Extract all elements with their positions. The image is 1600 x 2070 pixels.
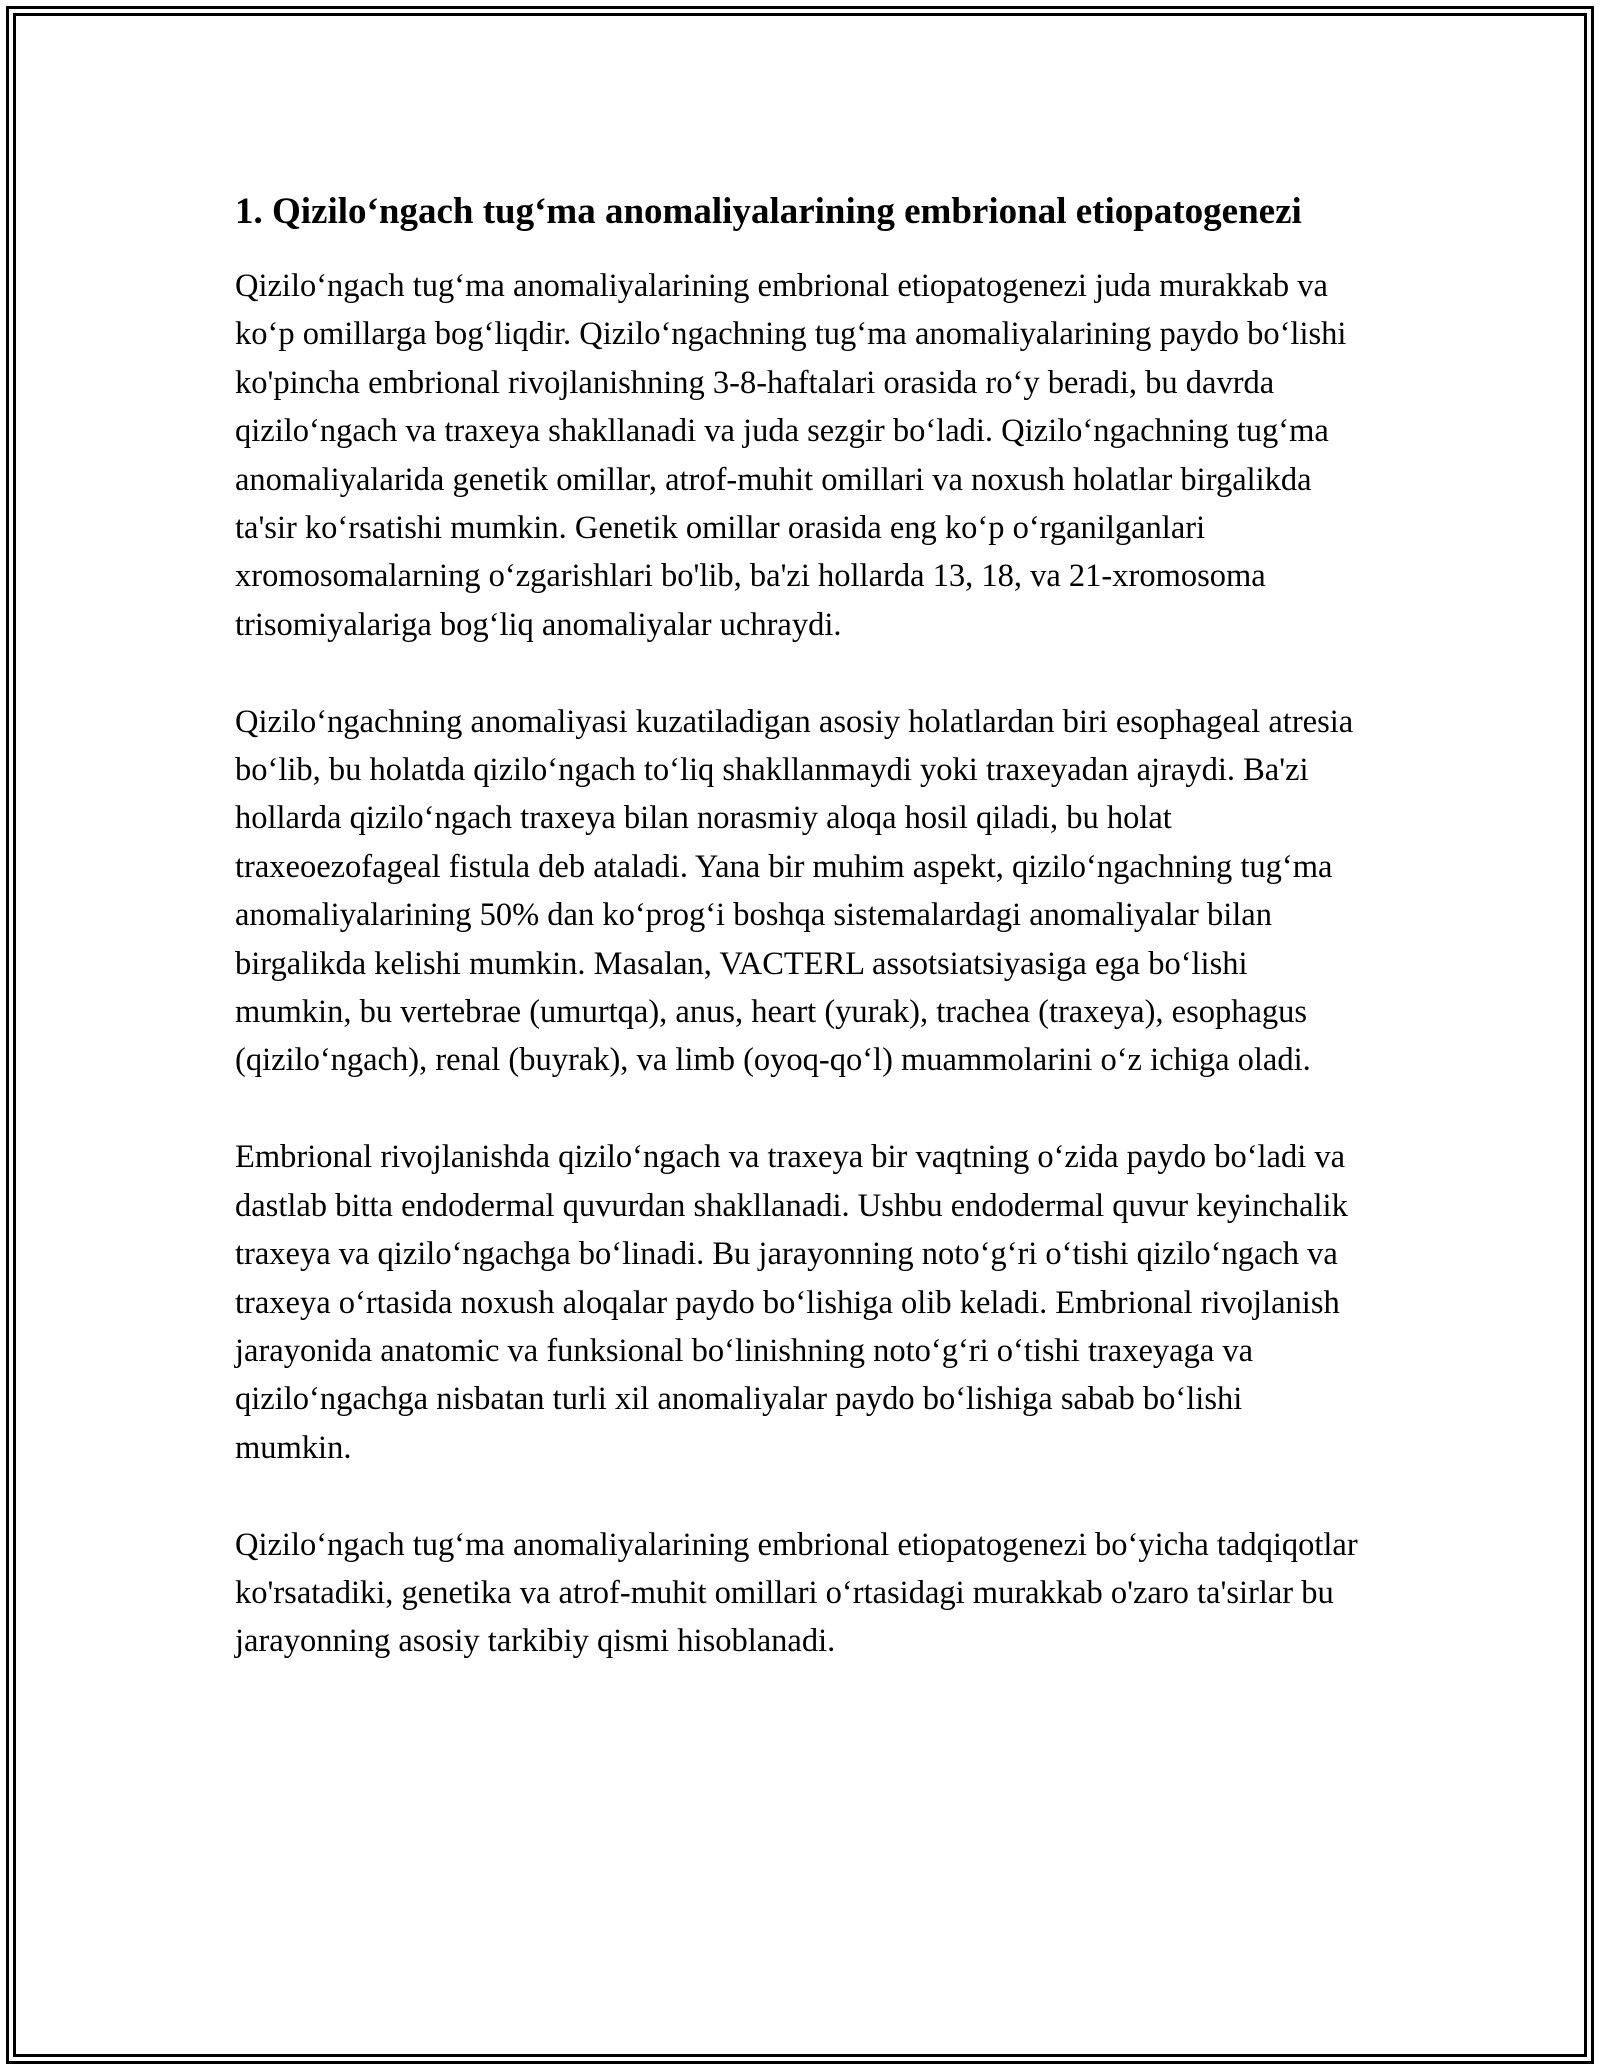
document-body bbox=[235, 184, 1365, 1714]
paragraph-3: Embrional rivojlanishda qizilo‘ngach va traxeya bir vaqtning o‘zida paydo bo‘ladi va dastlab bitta endodermal quvurdan shakllanadi. Ushbu endodermal quvur keyinchalik traxeya va qizilo‘ngachga bo‘linadi. Bu jarayonning noto‘g‘ri o‘tishi qizilo‘ngach va traxeya o‘rtasida noxush aloqalar paydo bo‘lishiga olib keladi. Embrional rivojlanish jarayonida anatomic va funksional bo‘linishning noto‘g‘ri o‘tishi traxeyaga va qizilo‘ngachga nisbatan turli xil anomaliyalar paydo bo‘lishiga sabab bo‘lishi mumkin. bbox=[235, 1139, 1348, 1466]
paragraph-1: Qizilo‘ngach tug‘ma anomaliyalarining embrional etiopatogenezi juda murakkab va ko‘p omillarga bog‘liqdir. Qizilo‘ngachning tug‘ma anomaliyalarining paydo bo‘lishi ko'pincha embrional rivojlanishning 3-8-haftalari orasida ro‘y beradi, bu davrda qizilo‘ngach va traxeya shakllanadi va juda sezgir bo‘ladi. Qizilo‘ngachning tug‘ma anomaliyalarida genetik omillar, atrof-muhit omillari va noxush holatlar birgalikda ta'sir ko‘rsatishi mumkin. Genetik omillar orasida eng ko‘p o‘rganilganlari xromosomalarning o‘zgarishlari bo'lib, ba'zi hollarda 13, 18, va 21-xromosoma trisomiyalariga bog‘liq anomaliyalar uchraydi. bbox=[235, 268, 1347, 643]
paragraph-2: Qizilo‘ngachning anomaliyasi kuzatiladigan asosiy holatlardan biri esophageal atresia bo‘lib, bu holatda qizilo‘ngach to‘liq shakllanmaydi yoki traxeyadan ajraydi. Ba'zi hollarda qizilo‘ngach traxeya bilan norasmiy aloqa hosil qiladi, bu holat traxeoezofageal fistula deb ataladi. Yana bir muhim aspekt, qizilo‘ngachning tug‘ma anomaliyalarining 50% dan ko‘prog‘i boshqa sistemalardagi anomaliyalar bilan birgalikda kelishi mumkin. Masalan, VACTERL assotsiatsiyasiga ega bo‘lishi mumkin, bu vertebrae (umurtqa), anus, heart (yurak), trachea (traxeya), esophagus (qizilo‘ngach), renal (buyrak), va limb (oyoq-qo‘l) muammolarini o‘z ichiga oladi. bbox=[235, 703, 1354, 1079]
paragraph-4: Qizilo‘ngach tug‘ma anomaliyalarining embrional etiopatogenezi bo‘yicha tadqiqotlar ko'rsatadiki, genetika va atrof-muhit omillari o‘rtasidagi murakkab o'zaro ta'sirlar bu jarayonning asosiy tarkibiy qismi hisoblanadi. bbox=[235, 1526, 1358, 1660]
document-title: 1. Qizilo‘ngach tug‘ma anomaliyalarining embrional etiopatogenezi bbox=[235, 191, 1302, 232]
